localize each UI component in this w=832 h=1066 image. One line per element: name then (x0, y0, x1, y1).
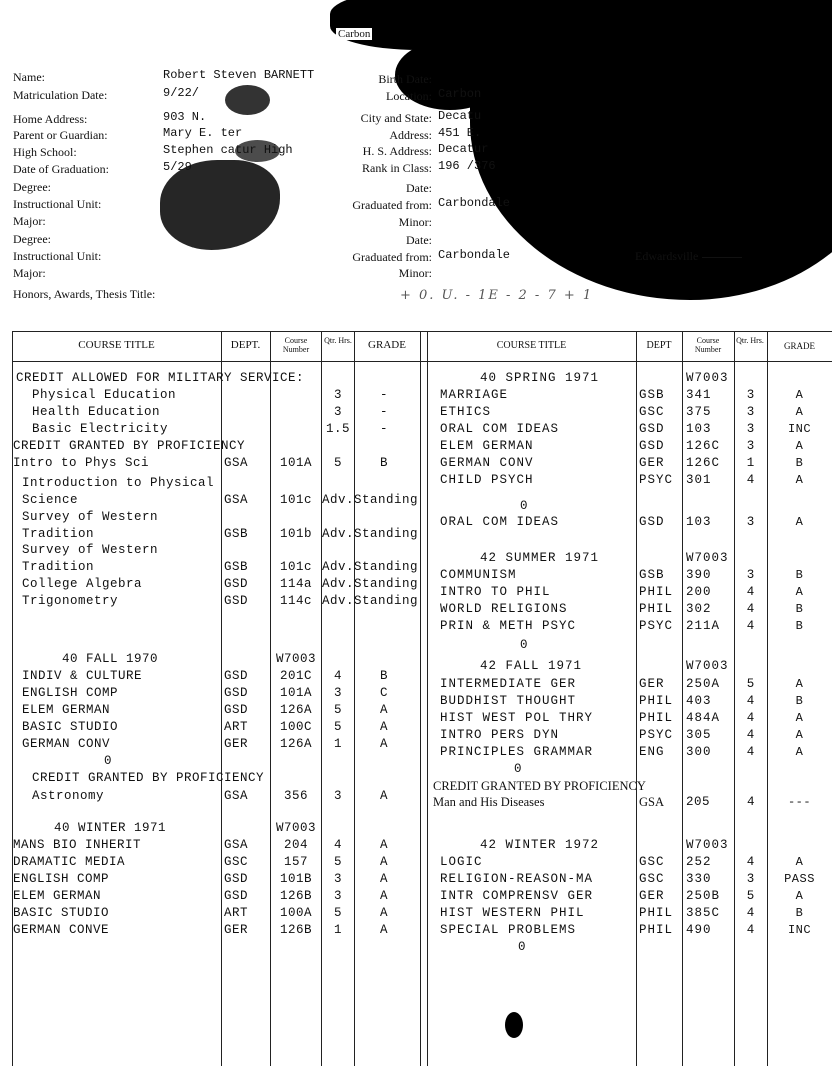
course-number: 490 (686, 923, 712, 937)
header-dept: DEPT. (230, 339, 261, 351)
col-hrs-r-left (734, 331, 735, 1066)
course-number: 205 (686, 795, 711, 809)
course-number: 375 (686, 405, 712, 419)
course-dept: GSA (224, 456, 249, 470)
course-title: Science (22, 493, 79, 507)
course-title: 40 SPRING 1971 (480, 371, 600, 385)
course-dept: GSB (639, 568, 665, 582)
course-dept: PHIL (639, 906, 674, 920)
course-title: BASIC STUDIO (13, 906, 110, 920)
course-number: 390 (686, 568, 712, 582)
course-number: 301 (686, 473, 712, 487)
course-grade: B (795, 456, 804, 470)
course-title: Survey of Western (22, 543, 159, 557)
course-number: W7003 (686, 371, 729, 385)
course-number: 101c (279, 560, 312, 574)
course-grade: A (795, 745, 804, 759)
course-title: PRIN & METH PSYC (440, 619, 577, 633)
course-grade: A (379, 889, 388, 903)
course-hours: Adv.Standing (322, 493, 419, 507)
course-title: Physical Education (32, 388, 177, 402)
course-hours: 4 (333, 669, 342, 683)
course-grade: A (795, 728, 804, 742)
course-title: Basic Electricity (32, 422, 169, 436)
course-dept: PSYC (639, 728, 674, 742)
course-number: 101c (279, 493, 312, 507)
course-title: CREDIT GRANTED BY PROFICIENCY (32, 771, 265, 785)
field-label: Instructional Unit: (13, 249, 102, 263)
course-dept: PHIL (639, 585, 674, 599)
course-grade: A (795, 677, 804, 691)
course-hours: 3 (746, 388, 756, 402)
course-hours: 3 (333, 405, 342, 419)
course-number: 484A (686, 711, 721, 725)
course-number: 126C (686, 439, 721, 453)
course-grade: A (795, 439, 804, 453)
field-label: Honors, Awards, Thesis Title: (13, 287, 156, 301)
course-title: MANS BIO INHERIT (13, 838, 142, 852)
course-dept: GSD (224, 889, 249, 903)
course-hours: 5 (333, 720, 342, 734)
course-grade: A (379, 906, 388, 920)
course-hours: 3 (746, 872, 756, 886)
course-grade: A (795, 388, 804, 402)
course-hours: 3 (333, 686, 342, 700)
course-hours: 5 (333, 703, 342, 717)
course-title: Intro to Phys Sci (13, 456, 150, 470)
course-title: 0 (104, 754, 113, 768)
course-hours: 4 (746, 923, 756, 937)
course-number: 126A (279, 737, 312, 751)
course-dept: ART (224, 720, 249, 734)
field-label: Birth Date: (378, 72, 432, 86)
course-number: 300 (686, 745, 712, 759)
course-grade: B (379, 669, 388, 683)
course-grade: B (795, 568, 804, 582)
edwardsville-label: Edwardsville (635, 249, 742, 264)
field-label: Date of Graduation: (13, 162, 109, 176)
course-title: HIST WESTERN PHIL (440, 906, 585, 920)
col-dept-r-left (636, 331, 637, 1066)
course-title: ELEM GERMAN (22, 703, 111, 717)
course-dept: GSD (224, 577, 249, 591)
course-hours: 3 (333, 872, 342, 886)
col-mid-right (427, 331, 428, 1066)
course-title: ELEM GERMAN (13, 889, 102, 903)
course-title: INTERMEDIATE GER (440, 677, 577, 691)
course-hours: 3 (746, 422, 756, 436)
course-dept: GSD (224, 669, 249, 683)
course-grade: A (795, 889, 804, 903)
course-title: RELIGION-REASON-MA (440, 872, 594, 886)
course-title: ENGLISH COMP (22, 686, 119, 700)
course-hours: 3 (333, 789, 342, 803)
col-mid-left (420, 331, 421, 1066)
course-title: 0 (520, 638, 529, 652)
course-title: 0 (518, 940, 527, 954)
course-dept: GER (639, 889, 665, 903)
field-label: City and State: (360, 111, 432, 125)
course-grade: A (795, 473, 804, 487)
course-title: 0 (520, 499, 529, 513)
course-title: COMMUNISM (440, 568, 517, 582)
course-title: 0 (514, 762, 523, 776)
course-number: 126C (686, 456, 721, 470)
course-number: 330 (686, 872, 712, 886)
course-hours: 5 (746, 889, 756, 903)
course-hours: 4 (746, 855, 756, 869)
course-grade: A (379, 855, 388, 869)
course-grade: PASS (784, 872, 815, 886)
field-label: Rank in Class: (361, 161, 432, 175)
field-value: Mary E. ter (163, 126, 243, 140)
course-grade: A (795, 405, 804, 419)
course-hours: Adv.Standing (322, 527, 419, 541)
course-hours: 4 (746, 585, 756, 599)
course-number: 252 (686, 855, 712, 869)
course-dept: GSD (639, 422, 665, 436)
course-grade: A (795, 515, 804, 529)
course-dept: GSC (639, 872, 665, 886)
course-dept: GSB (639, 388, 665, 402)
course-title: 40 FALL 1970 (62, 652, 159, 666)
field-label: Home Address: (13, 112, 88, 126)
course-title: GERMAN CONV (22, 737, 111, 751)
course-number: 157 (283, 855, 308, 869)
course-title: 42 WINTER 1972 (480, 838, 600, 852)
course-hours: 3 (746, 515, 756, 529)
ink-blot-bottom (505, 1012, 523, 1038)
field-value: 903 N. (163, 110, 207, 124)
course-title: Astronomy (32, 789, 105, 803)
course-hours: 4 (746, 619, 756, 633)
field-value: 196 /376 (438, 159, 496, 173)
course-title: 42 SUMMER 1971 (480, 551, 600, 565)
course-title: Survey of Western (22, 510, 159, 524)
course-title: ELEM GERMAN (440, 439, 534, 453)
course-grade: A (795, 855, 804, 869)
course-hours: 1 (746, 456, 756, 470)
handwritten-note: + 0. U. - 1E - 2 - 7 + 1 (400, 288, 594, 303)
course-title: 40 WINTER 1971 (54, 821, 167, 835)
course-title: ENGLISH COMP (13, 872, 110, 886)
course-grade: A (379, 737, 388, 751)
field-label: High School: (13, 145, 77, 159)
course-number: W7003 (275, 821, 316, 835)
table-top-line (12, 331, 832, 332)
course-number: 356 (283, 789, 308, 803)
course-dept: GSB (224, 527, 249, 541)
course-hours: 3 (333, 889, 342, 903)
course-number: 126A (279, 703, 312, 717)
course-dept: GSC (639, 855, 665, 869)
course-number: 302 (686, 602, 712, 616)
course-title: BASIC STUDIO (22, 720, 119, 734)
course-dept: GSA (224, 789, 249, 803)
field-label: Instructional Unit: (13, 197, 102, 211)
course-dept: ENG (639, 745, 665, 759)
course-grade: --- (787, 795, 812, 809)
course-title: INDIV & CULTURE (22, 669, 143, 683)
field-value: Decatur (438, 142, 489, 156)
course-title: LOGIC (440, 855, 483, 869)
course-dept: GSD (224, 686, 249, 700)
field-label: Location: (386, 89, 432, 103)
course-grade: B (795, 602, 804, 616)
course-grade: B (795, 694, 804, 708)
course-title: CHILD PSYCH (440, 473, 534, 487)
course-title: GERMAN CONV (440, 456, 534, 470)
course-grade: INC (787, 422, 812, 436)
header-course-number: Course Number (282, 336, 310, 354)
course-number: 101A (279, 686, 312, 700)
course-number: 250B (686, 889, 721, 903)
course-grade: A (379, 923, 388, 937)
course-dept: ART (224, 906, 249, 920)
course-number: 305 (686, 728, 712, 742)
field-label: H. S. Address: (362, 144, 432, 158)
course-grade: A (379, 720, 388, 734)
course-number: 114c (279, 594, 312, 608)
header-qtr-hrs: Qtr. Hrs. (324, 336, 352, 345)
field-value: Carbondale (438, 196, 511, 210)
course-grade: A (379, 872, 388, 886)
course-number: 126B (279, 923, 312, 937)
course-grade: A (795, 585, 804, 599)
course-dept: PHIL (639, 694, 674, 708)
course-dept: GSB (224, 560, 249, 574)
field-label: Address: (389, 128, 432, 142)
field-value: 9/22/ (163, 86, 200, 100)
field-label: Matriculation Date: (13, 88, 108, 102)
course-hours: 4 (746, 906, 756, 920)
header-course-title: COURSE TITLE (78, 339, 155, 351)
course-number: 100C (279, 720, 312, 734)
course-hours: 4 (746, 711, 756, 725)
course-title: INTRO TO PHIL (440, 585, 551, 599)
course-dept: GSA (224, 838, 249, 852)
header-course-number-right: Course Number (694, 336, 722, 354)
course-number: 201C (279, 669, 312, 683)
field-label: Minor: (398, 266, 432, 280)
course-title: BUDDHIST THOUGHT (440, 694, 577, 708)
course-dept: PSYC (639, 473, 674, 487)
field-label: Graduated from: (352, 250, 432, 264)
field-label: Major: (13, 266, 46, 280)
course-grade: B (379, 456, 388, 470)
field-value: Robert Steven BARNETT (163, 68, 315, 82)
field-label: Degree: (13, 180, 51, 194)
course-hours: 5 (333, 456, 342, 470)
field-value: Carbondale (438, 248, 511, 262)
course-title: 42 FALL 1971 (480, 659, 583, 673)
course-title: INTRO PERS DYN (440, 728, 560, 742)
course-number: 114a (279, 577, 312, 591)
course-title: Trigonometry (22, 594, 119, 608)
course-number: 101B (279, 872, 312, 886)
course-hours: 3 (746, 568, 756, 582)
field-label: Minor: (398, 215, 432, 229)
field-label: Parent or Guardian: (13, 128, 108, 142)
course-hours: 4 (746, 694, 756, 708)
course-title: HIST WEST POL THRY (440, 711, 594, 725)
course-hours: Adv.Standing (322, 560, 419, 574)
course-grade: - (379, 405, 388, 419)
course-hours: 3 (746, 405, 756, 419)
course-hours: 1.5 (325, 422, 350, 436)
course-dept: GSD (639, 439, 665, 453)
course-dept: GER (639, 456, 665, 470)
course-title: CREDIT ALLOWED FOR MILITARY SERVICE: (16, 371, 305, 385)
course-title: ETHICS (440, 405, 492, 419)
course-number: W7003 (686, 659, 729, 673)
field-label: Major: (13, 214, 46, 228)
course-number: 101A (279, 456, 312, 470)
course-number: 101b (279, 527, 312, 541)
course-grade: B (795, 906, 804, 920)
course-dept: GER (224, 737, 249, 751)
course-grade: B (795, 619, 804, 633)
course-dept: PSYC (639, 619, 674, 633)
field-label: Graduated from: (352, 198, 432, 212)
course-grade: A (379, 838, 388, 852)
header-course-title-right: COURSE TITLE (496, 340, 567, 351)
course-title: WORLD RELIGIONS (440, 602, 568, 616)
course-hours: 5 (333, 906, 342, 920)
course-hours: 1 (333, 923, 342, 937)
table-header-line (12, 361, 832, 362)
course-grade: C (379, 686, 388, 700)
course-title: Tradition (22, 560, 95, 574)
course-title: College Algebra (22, 577, 143, 591)
course-title: CREDIT GRANTED BY PROFICIENCY (433, 779, 646, 793)
course-grade: A (379, 703, 388, 717)
course-dept: GSD (224, 872, 249, 886)
course-title: GERMAN CONVE (13, 923, 110, 937)
course-hours: 4 (333, 838, 342, 852)
course-number: W7003 (686, 551, 729, 565)
col-hrs-left (321, 331, 322, 1066)
header-dept-right: DEPT (646, 340, 672, 351)
field-value: Stephen catur High (163, 143, 293, 157)
course-title: ORAL COM IDEAS (440, 515, 560, 529)
field-label: Name: (13, 70, 45, 84)
course-hours: 5 (746, 677, 756, 691)
course-number: 103 (686, 422, 712, 436)
course-dept: PHIL (639, 602, 674, 616)
course-grade: A (795, 711, 804, 725)
course-hours: Adv.Standing (322, 594, 419, 608)
course-title: MARRIAGE (440, 388, 509, 402)
ink-blot-small (225, 85, 270, 115)
course-dept: PHIL (639, 711, 674, 725)
course-hours: 1 (333, 737, 342, 751)
course-grade: - (379, 422, 388, 436)
field-label: Date: (406, 181, 432, 195)
course-number: 103 (686, 515, 712, 529)
course-dept: GSC (224, 855, 249, 869)
course-hours: 4 (746, 728, 756, 742)
course-number: 341 (686, 388, 712, 402)
course-title: CREDIT GRANTED BY PROFICIENCY (13, 439, 246, 453)
course-hours: 5 (333, 855, 342, 869)
course-hours: 4 (746, 473, 756, 487)
course-title: PRINCIPLES GRAMMAR (440, 745, 594, 759)
course-number: 100A (279, 906, 312, 920)
course-number: 211A (686, 619, 721, 633)
course-number: 204 (283, 838, 308, 852)
course-hours: Adv.Standing (322, 577, 419, 591)
course-dept: PHIL (639, 923, 674, 937)
course-grade: - (379, 388, 388, 402)
course-title: DRAMATIC MEDIA (13, 855, 126, 869)
course-dept: GER (639, 677, 665, 691)
course-title: ORAL COM IDEAS (440, 422, 560, 436)
course-dept: GSD (224, 594, 249, 608)
course-hours: 3 (333, 388, 342, 402)
course-hours: 4 (746, 745, 756, 759)
field-label: Date: (406, 233, 432, 247)
course-number: 385C (686, 906, 721, 920)
course-title: Health Education (32, 405, 161, 419)
field-value: Decatu (438, 109, 482, 123)
course-dept: GSD (639, 515, 665, 529)
doc-title: Carbon (338, 28, 371, 40)
course-title: SPECIAL PROBLEMS (440, 923, 577, 937)
course-number: W7003 (686, 838, 729, 852)
course-dept: GSD (224, 703, 249, 717)
course-hours: 3 (746, 439, 756, 453)
header-qtr-hrs-right: Qtr. Hrs. (736, 336, 764, 345)
field-value: 5/29 (163, 160, 192, 174)
course-title: INTR COMPRENSV GER (440, 889, 594, 903)
course-grade: A (379, 789, 388, 803)
col-num-left (270, 331, 271, 1066)
course-dept: GSC (639, 405, 665, 419)
course-dept: GER (224, 923, 249, 937)
field-value: 451 E. (438, 126, 482, 140)
header-grade-right: GRADE (784, 341, 815, 351)
course-number: 250A (686, 677, 721, 691)
course-title: Man and His Diseases (433, 795, 545, 809)
course-dept: GSA (639, 795, 665, 809)
course-title: Tradition (22, 527, 95, 541)
col-num-r-left (682, 331, 683, 1066)
field-label: Degree: (13, 232, 51, 246)
course-dept: GSA (224, 493, 249, 507)
course-number: 126B (279, 889, 312, 903)
course-title: Introduction to Physical (22, 476, 215, 490)
course-grade: INC (787, 923, 812, 937)
course-number: 200 (686, 585, 712, 599)
header-grade: GRADE (368, 339, 406, 351)
course-hours: 4 (746, 602, 756, 616)
course-number: W7003 (275, 652, 316, 666)
field-value: Carbon (438, 87, 482, 101)
course-hours: 4 (746, 795, 755, 809)
course-number: 403 (686, 694, 712, 708)
